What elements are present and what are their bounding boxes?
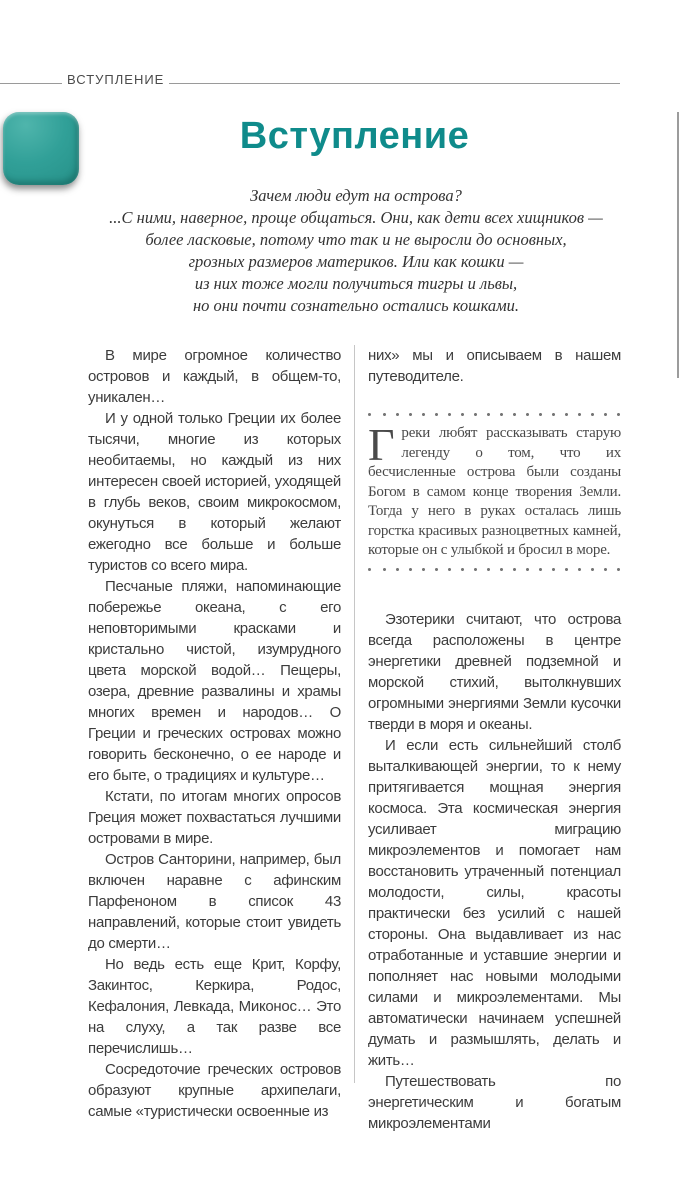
body-paragraph: Песчаные пляжи, напоминающие побережье океана, с его неповторимыми красками и кристально чистой, изумрудного цвета морской водой… Пещеры, озера, древние развалины и храмы многих времен и народов… О Греции и греческих островах можно говорить бесконечно, о ее народе и его быте, о традициях и культуре… (88, 578, 341, 784)
legend-dropcap: Г (368, 419, 395, 470)
dotted-separator-top (368, 413, 621, 416)
body-paragraph: Остров Санторини, например, был включен наравне с афинским Парфеноном в список 43 направлений, которые стоит увидеть до смерти… (88, 851, 341, 952)
body-paragraph: Путешествовать по энергетическим и богатым микроэлементами (368, 1072, 621, 1132)
body-paragraph: Кстати, по итогам многих опросов Греция может похвастаться лучшими островами в мире. (88, 788, 341, 847)
running-header-rule (0, 70, 620, 87)
body-paragraph: В мире огромное количество островов и каждый, в общем-то, уникален… (88, 347, 341, 406)
column-right (368, 337, 621, 1132)
body-columns (88, 337, 621, 1132)
body-paragraph: Но ведь есть еще Крит, Корфу, Закинтос, Керкира, Родос, Кефалония, Левкада, Миконос… Это на слуху, а так разве все перечислишь… (88, 956, 341, 1057)
running-header-label: ВСТУПЛЕНИЕ (62, 72, 169, 87)
legend-text: реки любят рассказывать старую легенду о том, что их бесчисленные острова были созданы Богом в самом конце творения Земли. Тогда у него в руках осталась лишь горстка красивых разноцветных камней, которые он с улыбкой и бросил в море. (368, 425, 621, 558)
body-paragraph: И у одной только Греции их более тысячи, многие из которых необитаемы, но каждый из них интересен своей историей, уходящей в глубь веков, своим микрокосмом, окунуться в который желают ежегодно все больше и больше туристов со всего мира. (88, 410, 341, 574)
legend-box (368, 413, 621, 571)
epigraph-line: ...С ними, наверное, проще общаться. Они, как дети всех хищников — (109, 208, 603, 227)
dotted-separator-bottom (368, 568, 621, 571)
body-paragraph: И если есть сильнейший столб выталкивающей энергии, то к нему притягивается мощная энергия космоса. Эта космическая энергия усиливает миграцию микроэлементов и помогает нам восстановить утраченный потенциал молодости, силы, красоты практически без усилий с нашей стороны. Она выдавливает из нас отработанные и уставшие энергии и пополняет нас новыми молодыми силами и микроэлементами. Мы автоматически начинаем успешней думать и размышлять, делать и жить… (368, 736, 621, 1069)
column-left (88, 337, 341, 1120)
page-title: Вступление (239, 115, 470, 157)
body-paragraph: Сосредоточие греческих островов образуют крупные архипелаги, самые «туристически освоенные из (88, 1061, 341, 1120)
chapter-marker-square (3, 112, 79, 185)
legend-text-block (368, 419, 621, 561)
dotted-line (383, 568, 621, 571)
epigraph-line: Зачем люди едут на острова? (250, 186, 462, 205)
column-divider (354, 345, 355, 1083)
body-paragraph: них» мы и описываем в нашем путеводителе. (368, 347, 621, 385)
epigraph-line: но они почти сознательно остались кошками. (192, 296, 520, 315)
epigraph-line: грозных размеров материков. Или как кошки — (188, 252, 524, 271)
epigraph-line: более ласковые, потому что так и не выросли до основных, (145, 230, 567, 249)
dot-icon (368, 413, 371, 416)
dotted-line (383, 413, 621, 416)
right-paragraphs (368, 609, 621, 1134)
epigraph (45, 185, 667, 317)
dot-icon (368, 568, 371, 571)
page-edge-line (677, 112, 679, 378)
epigraph-line: из них тоже могли получиться тигры и львы, (194, 274, 518, 293)
body-paragraph: Эзотерики считают, что острова всегда расположены в центре энергетики древней подземной и морской стихий, вытолкнувших огромными энергиями Земли кусочки тверди в моря и океаны. (368, 610, 621, 733)
